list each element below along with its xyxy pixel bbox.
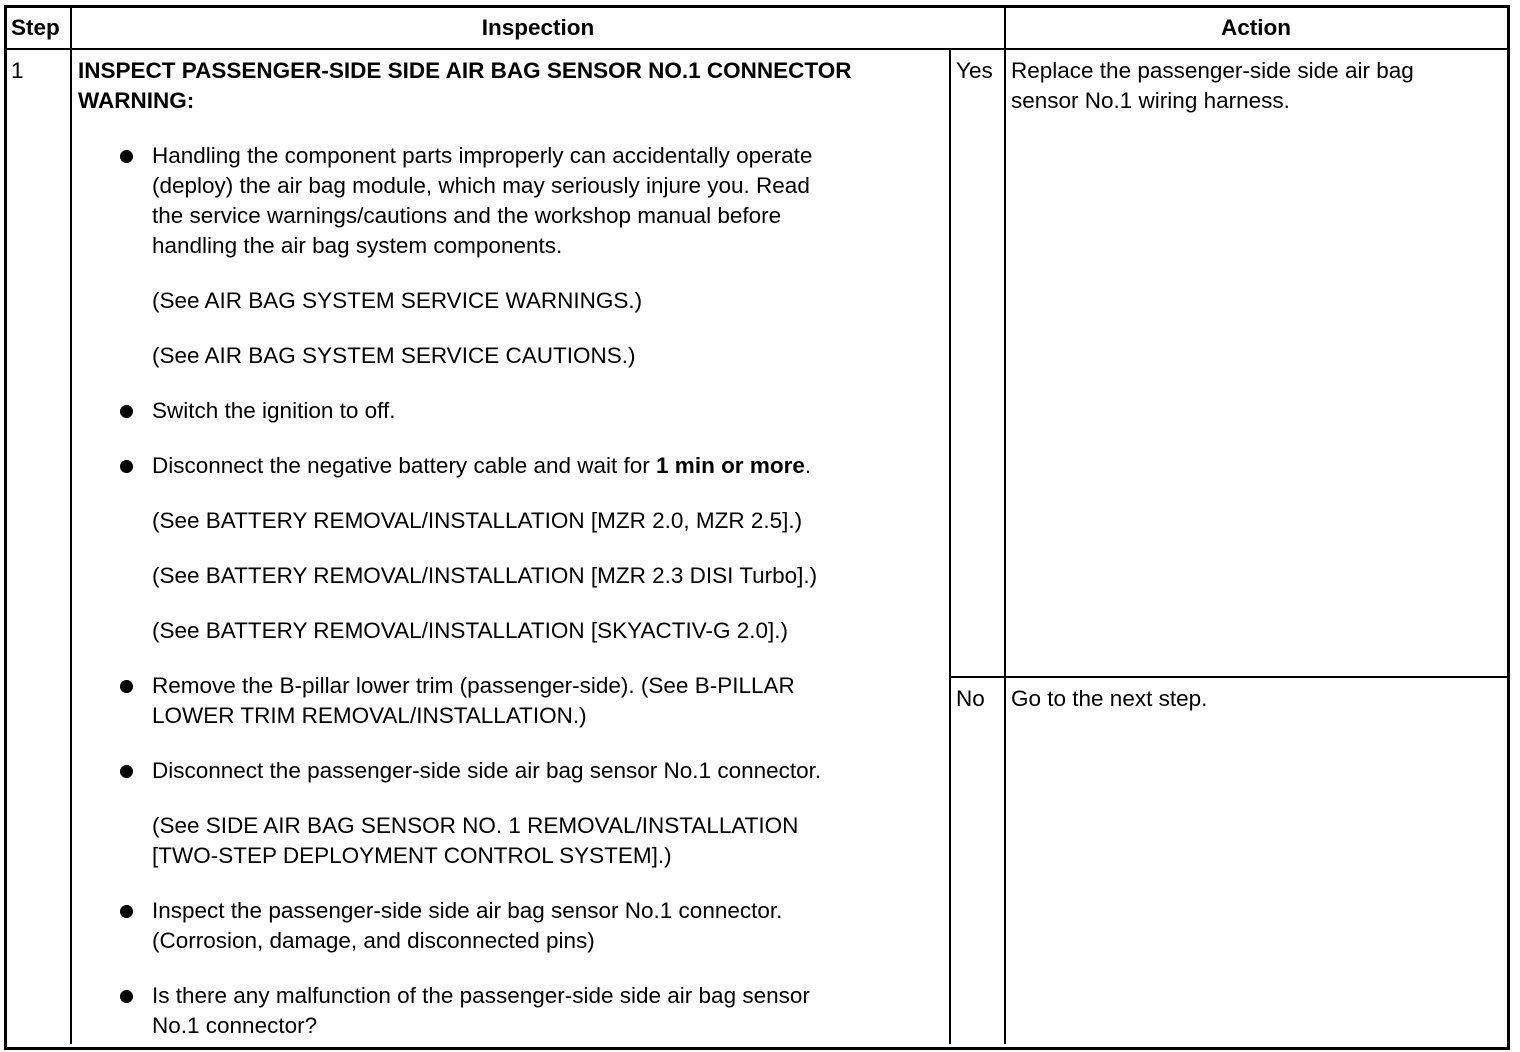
bullet-7-line-1: Is there any malfunction of the passenger-side side air bag sensor xyxy=(152,983,810,1008)
bullet-1-line-1: Handling the component parts improperly can accidentally operate xyxy=(152,143,813,168)
bullet-1-line-2: (deploy) the air bag module, which may seriously injure you. Read xyxy=(152,173,810,198)
reference-note[interactable]: (See SIDE AIR BAG SENSOR NO. 1 REMOVAL/INSTALLATION xyxy=(152,813,799,838)
reference-note[interactable]: (See BATTERY REMOVAL/INSTALLATION [MZR 2.3 DISI Turbo].) xyxy=(152,563,818,588)
bullet-7-line-2: No.1 connector? xyxy=(152,1013,318,1038)
reference-note[interactable]: (See BATTERY REMOVAL/INSTALLATION [SKYACTIV-G 2.0].) xyxy=(152,618,789,643)
no-label: No xyxy=(956,686,985,711)
header-divider xyxy=(7,48,1507,50)
col-divider-action xyxy=(1004,7,1006,1044)
bullet-icon xyxy=(120,990,133,1003)
yes-no-divider xyxy=(950,676,1507,678)
bullet-5-line-1: Disconnect the passenger-side side air bag sensor No.1 connector. xyxy=(152,758,822,783)
wait-time: 1 min or more xyxy=(656,453,805,478)
reference-note[interactable]: (See AIR BAG SYSTEM SERVICE WARNINGS.) xyxy=(152,288,643,313)
yes-action-line-2: sensor No.1 wiring harness. xyxy=(1011,88,1290,113)
step-title: INSPECT PASSENGER-SIDE SIDE AIR BAG SENSOR NO.1 CONNECTOR xyxy=(78,58,852,83)
step-number: 1 xyxy=(11,58,24,83)
bullet-1-line-4: handling the air bag system components. xyxy=(152,233,563,258)
bullet-6-line-1: Inspect the passenger-side side air bag sensor No.1 connector. xyxy=(152,898,783,923)
reference-note[interactable]: (See AIR BAG SYSTEM SERVICE CAUTIONS.) xyxy=(152,343,636,368)
bullet-3-line-1 xyxy=(152,451,811,481)
yes-label: Yes xyxy=(956,58,993,83)
bullet-3-suffix: . xyxy=(804,453,812,478)
header-step: Step xyxy=(11,15,60,40)
bullet-6-line-2: (Corrosion, damage, and disconnected pins) xyxy=(152,928,595,953)
col-divider-yesno xyxy=(949,49,951,1044)
bullet-1-line-3: the service warnings/cautions and the workshop manual before xyxy=(152,203,782,228)
bullet-icon xyxy=(120,905,133,918)
warning-label: WARNING: xyxy=(78,88,195,113)
bullet-icon xyxy=(120,460,133,473)
reference-note[interactable]: [TWO-STEP DEPLOYMENT CONTROL SYSTEM].) xyxy=(152,843,672,868)
bullet-2-line-1: Switch the ignition to off. xyxy=(152,398,396,423)
bullet-icon xyxy=(120,680,133,693)
col-divider-step xyxy=(70,7,72,1044)
bullet-3-text: Disconnect the negative battery cable and wait for xyxy=(152,453,657,478)
bullet-4-line-2: LOWER TRIM REMOVAL/INSTALLATION.) xyxy=(152,703,587,728)
bullet-icon xyxy=(120,405,133,418)
reference-note[interactable]: (See BATTERY REMOVAL/INSTALLATION [MZR 2.0, MZR 2.5].) xyxy=(152,508,803,533)
bullet-icon xyxy=(120,150,133,163)
bullet-4-line-1: Remove the B-pillar lower trim (passenger-side). (See B-PILLAR xyxy=(152,673,795,698)
header-action: Action xyxy=(1221,15,1291,40)
header-inspection: Inspection xyxy=(481,15,595,40)
no-action-line-1: Go to the next step. xyxy=(1011,686,1208,711)
bullet-icon xyxy=(120,765,133,778)
yes-action-line-1: Replace the passenger-side side air bag xyxy=(1011,58,1414,83)
